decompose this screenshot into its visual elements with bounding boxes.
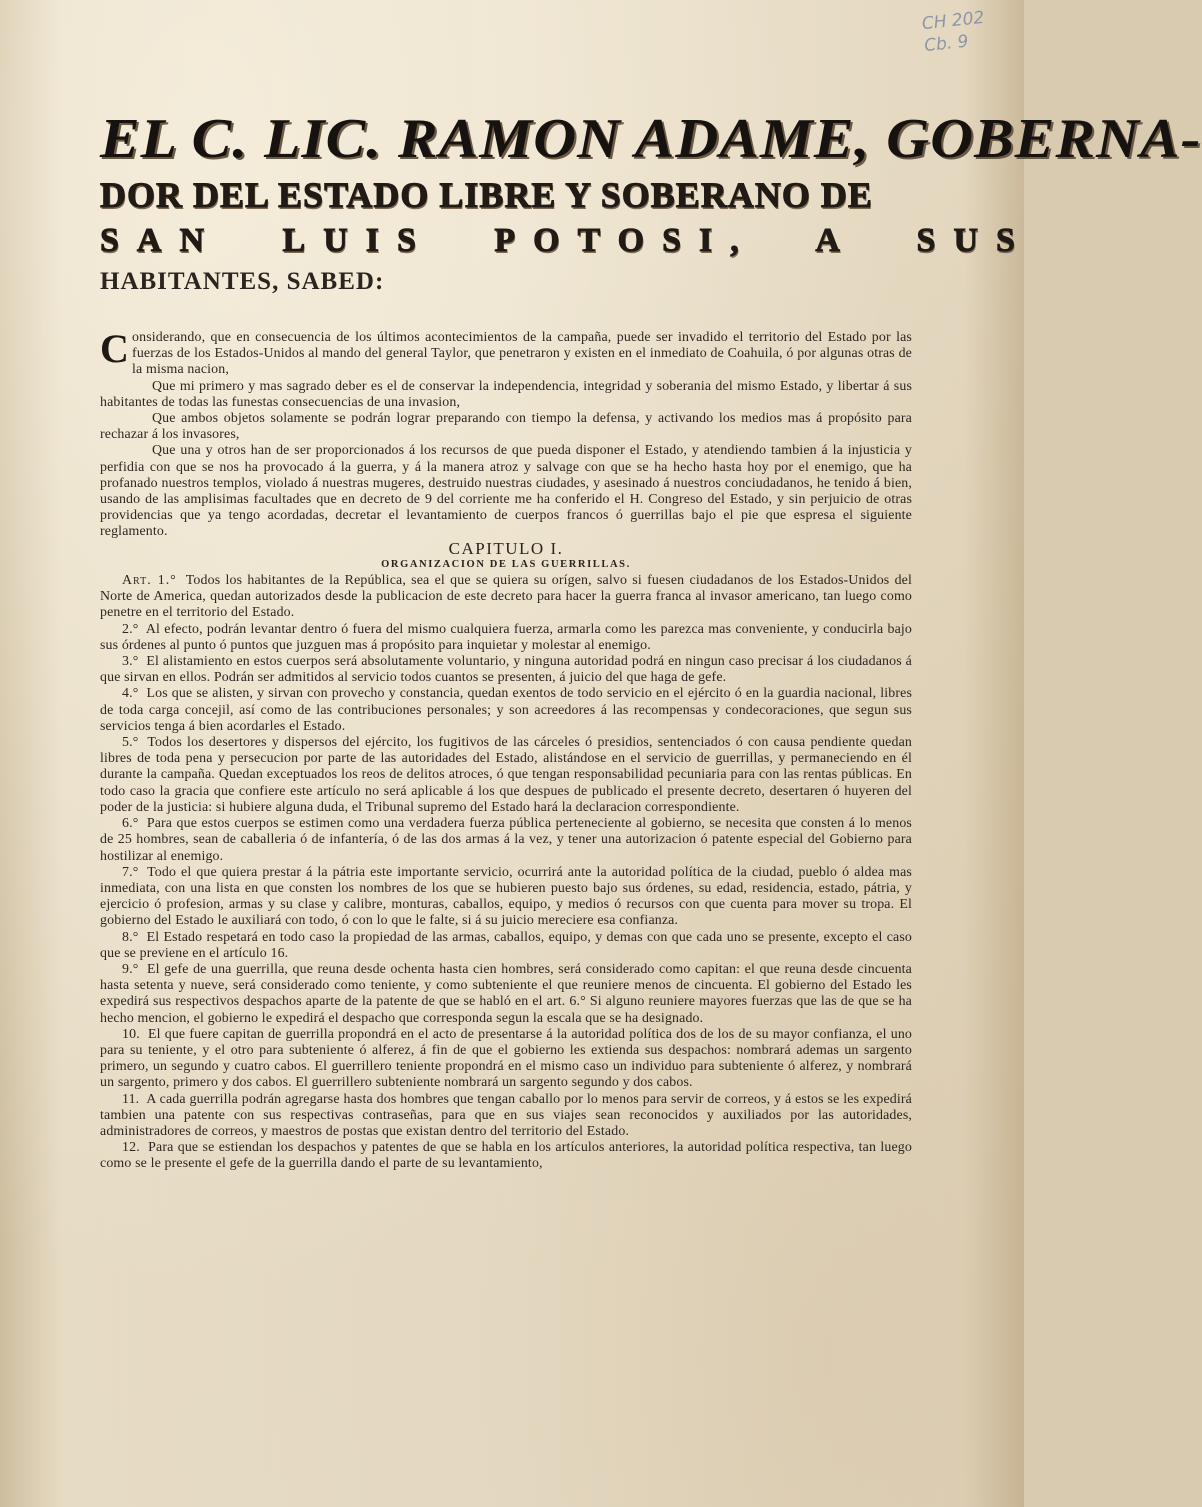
article-number: 8.° [122,929,139,945]
article-number: Art. 1.° [122,573,177,589]
article-paragraph [100,1140,912,1172]
article-paragraph [100,622,912,654]
preamble-text: Que ambos objetos solamente se podrán lograr preparando con tiempo la defensa, y activando los medios mas á propósito para rechazar á los invasores, [100,411,912,443]
article-number: 4.° [122,686,139,702]
archive-note-line: Cb. 9 [923,31,970,57]
article-number: 10. [122,1026,140,1042]
article-text: El que fuere capitan de guerrilla propondrá en el acto de presentarse á la autoridad política dos de los de su mayor confianza, el uno para su teniente, y el otro para subteniente ó alferez, á fin de que el gobierno les extienda sus despachos: nombrará ademas un sargento primero, un segundo y cuatro cabos. El guerrillero teniente propondrá en el mismo caso un individuo para subteniente ó alferez, y nombrará un sargento, primero y dos cabos. El guerrillero subteniente nombrará un sargento segundo y dos cabos. [100,1026,913,1091]
article-paragraph [100,573,912,622]
article-number: 12. [122,1140,140,1156]
article-number: 2.° [122,621,139,637]
article-paragraph [100,1027,912,1092]
article-number: 11. [122,1091,140,1107]
article-number: 9.° [122,961,139,977]
title-line-2: DOR DEL ESTADO LIBRE Y SOBERANO DE [100,175,873,215]
preamble-paragraph [100,443,912,540]
article-text: A cada guerrilla podrán agregarse hasta dos hombres que tengan caballo por lo menos para servir de correos, y á estos se les expedirá tambien una patente con sus respectivas contraseñas, para que en sus viajes sean reconocidos y auxiliados por las autoridades, administradores de correos, y maestros de postas que existan dentro del territorio del Estado. [100,1091,912,1139]
article-number: 3.° [122,654,139,670]
article-text: Todos los habitantes de la República, sea el que se quiera su orígen, salvo si fuesen ciudadanos de los Estados-Unidos del Norte de America, quedan autorizados desde la publicacion de este decreto para hacer la guerra franca al invasor americano, tan luego como penetre en el territorio del Estado. [100,573,912,621]
article-paragraph [100,962,912,1027]
drop-cap-letter: C [100,326,130,371]
title-line-4: HABITANTES, SABED: [100,268,385,295]
article-text: Para que se estiendan los despachos y patentes de que se habla en los artículos anteriores, la autoridad política respectiva, tan luego como se le presente el gefe de la guerrilla dando el parte de su levantamiento, [100,1140,912,1172]
article-text: Para que estos cuerpos se estimen como una verdadera fuerza pública perteneciente al gobierno, se necesita que consten á lo menos de 25 hombres, sean de caballeria ó de infantería, ó de las dos armas á la vez, y tener una autorizacion ó patente especial del Gobierno para hostilizar al enemigo. [100,816,912,864]
article-text: El alistamiento en estos cuerpos será absolutamente voluntario, y ninguna autoridad podrá en ningun caso precisar á los ciudadanos á que sirvan en ellos. Podrán ser admitidos al servicio todos cuantos se presenten, á juicio del que haga de gefe. [100,654,912,686]
article-number: 5.° [122,735,139,751]
article-text: Al efecto, podrán levantar dentro ó fuera del mismo cualquiera fuerza, armarla como les parezca mas conveniente, y conducirla bajo sus órdenes al punto ó puntos que juzguen mas á propósito para inquietar y molestar al enemigo. [100,621,913,653]
preamble-text: Que una y otros han de ser proporcionados á los recursos de que pueda disponer el Estado, y atendiendo tambien á la injusticia y perfidia con que se nos ha provocado á la guerra, y á la manera atroz y salvage con que se ha hecho hasta hoy por el enemigo, que ha profanado nuestros templos, violado á nuestras mugeres, destruido nuestras ciudades, y asesinado á nuestros conciudadanos, he tenido á bien, usando de las amplisimas facultades que en decreto de 9 del corriente me ha conferido el H. Congreso del Estado, y sin perjuicio de otras providencias que ya tengo acordadas, decretar el levantamiento de cuerpos francos ó guerrillas bajo el pie que espresa el siguiente reglamento. [100,443,912,540]
article-paragraph [100,816,912,865]
article-paragraph [100,654,912,686]
decree-body [100,326,913,1173]
article-paragraph [100,865,912,930]
article-paragraph [100,686,912,735]
article-text: El gefe de una guerrilla, que reuna desde ochenta hasta cien hombres, será considerado como capitan: el que reuna desde cincuenta hasta setenta y nueve, será considerado como teniente, y como subteniente el que reuniere menos de cincuenta. El gobierno del Estado les expedirá sus respectivos despachos aparte de la patente de que se habló en el art. 6.° Si alguno reuniere mayores fuerzas que las de que se ha hecho mencion, el gobierno le expedirá el despacho que corresponda segun la escala que se ha designado. [100,961,912,1026]
chapter-subheading: ORGANIZACION DE LAS GUERRILLAS. [381,558,631,570]
article-paragraph [100,735,912,816]
proclamation-heading [100,106,1202,296]
article-text: El Estado respetará en todo caso la propiedad de las armas, caballos, equipo, y demas con que cada uno se presente, excepto el caso que se previene en el artículo 16. [100,929,912,961]
article-paragraph [100,930,912,962]
article-text: Todo el que quiera prestar á la pátria este importante servicio, ocurrirá ante la autoridad política de la ciudad, pueblo ó aldea mas inmediata, con una lista en que consten los nombres de los que se hubieren puesto bajo sus órdenes, su edad, residencia, estado, pátria, y ejercicio ó profesion, armas y su clase y calibre, monturas, caballos, equipo, y medios ó recursos con que cuenta para mover su tropa. El gobierno del Estado le auxiliará con todo, ó con lo que le falte, si á su juicio mereciere esa confianza. [100,864,912,929]
articles-list [100,573,912,1173]
chapter-heading: CAPITULO I. [448,538,564,558]
archive-note-line: CH 202 [921,7,986,35]
article-number: 7.° [122,864,139,880]
article-text: Todos los desertores y dispersos del ejército, los fugitivos de las cárceles ó presidios, sentenciados ó con causa pendiente quedan libres de toda pena y persecucion por parte de las autoridades del Estado, alistándose en el servicio de guerrillas, y permaneciendo en él durante la campaña. Quedan exceptuados los reos de delitos atroces, ó que tengan responsabilidad pecuniaria para con las rentas públicas. En todo caso la gracia que confiere este artículo no será aplicable á los que despues de publicado el presente decreto, desertaren ó huyeren del poder de la justicia: si hubiere alguna duda, el Tribunal supremo del Estado hará la declaracion correspondiente. [100,735,912,815]
preamble-text: onsiderando, que en consecuencia de los últimos acontecimientos de la campaña, puede ser invadido el territorio del Estado por las fuerzas de los Estados-Unidos al mando del general Taylor, que penetraron y existen en el inmediato de Coahuila, ó por algunas otras de la misma nacion, [132,330,912,378]
preamble-paragraph [100,379,912,411]
preamble-text: Que mi primero y mas sagrado deber es el de conservar la independencia, integridad y soberania del mismo Estado, y libertar á sus habitantes de todas las funestas consecuencias de una invasion, [100,378,912,410]
title-line-3: SAN LUIS POTOSI, A SUS [100,222,1033,259]
title-line-1: EL C. LIC. RAMON ADAME, GOBERNA- [100,108,1202,170]
article-number: 6.° [122,816,139,832]
handwritten-archive-note [921,7,988,57]
article-text: Los que se alisten, y sirvan con provecho y constancia, quedan exentos de todo servicio en el ejército ó en la guardia nacional, libres de toda carga concejil, así como de las contribuciones personales; y son acreedores á las recompensas y condecoraciones, que segun sus servicios tenga á bien acordarles el Estado. [100,686,912,734]
article-paragraph [100,1092,912,1141]
preamble-paragraph [100,326,912,379]
preamble-paragraph [100,411,912,443]
